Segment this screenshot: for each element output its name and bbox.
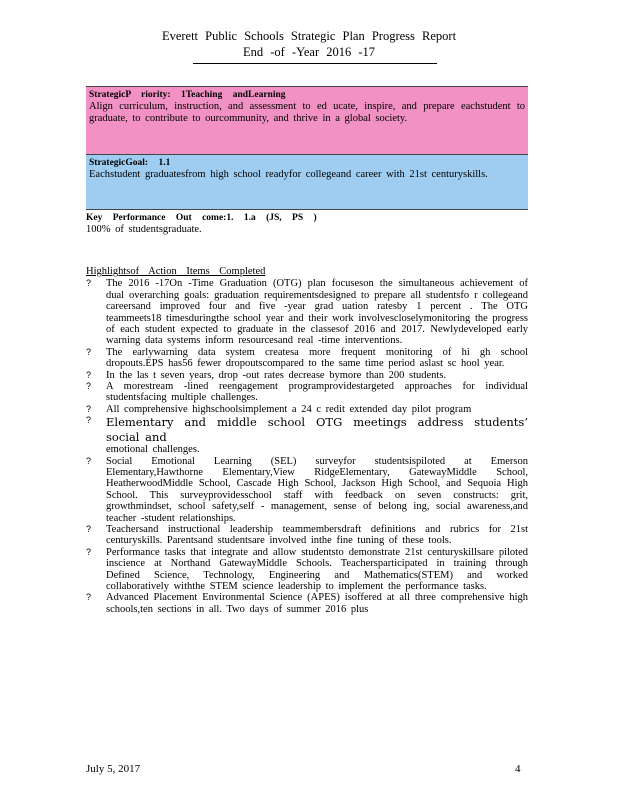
strategic-goal-label: StrategicGoal: 1.1 — [89, 158, 171, 168]
list-item — [86, 404, 528, 415]
title-underline — [193, 63, 437, 64]
list-item — [86, 592, 528, 615]
list-item-text: A morestream -lined reengagement programprovidestargeted approaches for individual studentsfacing multiple challenges. — [106, 381, 528, 404]
bullet-icon: ? — [86, 369, 92, 380]
report-title: Everett Public Schools Strategic Plan Progress Report — [161, 29, 457, 43]
list-item-text: Advanced Placement Environmental Science (APES) isoffered at all three comprehensive high schools,ten sections in all. Two days of summer 2016 plus — [106, 592, 528, 615]
bullet-icon: ? — [86, 415, 92, 426]
list-item — [86, 381, 528, 404]
list-item — [86, 524, 528, 547]
list-item-text: Social Emotional Learning (SEL) surveyfor studentsispiloted at Emerson Elementary,Hawthorne Elementary,View RidgeElementary, GatewayMiddle School, HeatherwoodMiddle School, Cascade High School, Jackson High School, and Sequoia High School. This surveyprovidesschool staff with feedback on seven constructs: grit, growthmindset, school safety,self - management, sense of belong ing, social awareness,and teacher -student relationships. — [106, 455, 528, 524]
list-item — [86, 415, 528, 455]
strategic-goal-box — [86, 154, 528, 210]
list-item-text: Teachersand instructional leadership teammembersdraft definitions and rubrics for 21st centuryskills. Parentsand studentsare involved inthe fine tuning of these tools. — [106, 523, 528, 547]
list-item-text: The 2016 -17On -Time Graduation (OTG) plan focuseson the simultaneous achievement of dual overarching goals: graduation requirementsdesigned to prepare all studentsfo r collegeand careersand improved four and five -year grad uation ratesby 1 percent . The OTG teammeets18 timesduringthe school year and their work involvescloselymonitoring the progress of each student expected to graduate in the classesof 2016 and 2017. Newlydeveloped early warning data systems inform resourcesand real -time interventions. — [106, 278, 528, 347]
list-item-text: emotional challenges. — [106, 444, 200, 456]
bullet-icon: ? — [86, 381, 92, 392]
bullet-icon: ? — [86, 592, 92, 603]
list-item-text: All comprehensive highschoolsimplement a 24 c redit extended day pilot program — [106, 403, 472, 415]
bullet-icon: ? — [86, 546, 92, 557]
highlights-section — [86, 266, 528, 615]
list-item-text-large: Elementary and middle school OTG meetings address students’ social and — [106, 415, 528, 444]
strategic-goal-text: Eachstudent graduatesfrom high school readyfor collegeand career with 21st centuryskills. — [89, 169, 488, 180]
list-item-text: The earlywarning data system createsa more frequent monitoring of hi gh school dropouts.EPS has56 fewer dropoutscompared to the same time period aslast sc hool year. — [106, 346, 528, 370]
strategic-priority-box — [86, 86, 528, 154]
highlights-heading: Highlightsof Action Items Completed — [86, 266, 266, 277]
kpi-label: Key Performance Out come:1. 1.a (JS, PS ) — [86, 213, 317, 223]
strategic-priority-text: Align curriculum, instruction, and assessment to ed ucate, inspire, and prepare eachstudent to graduate, to contribute to ourcommunity, and thrive in a global society. — [89, 101, 525, 124]
list-item-text: Performance tasks that integrate and allow studentsto demonstrate 21st centuryskillsare piloted inscience at Northand GatewayMiddle Schools. Teachersparticipated in training through Defined Science, Technology, Engineering and Mathematics(STEM) and worked collaboratively withthe STEM science leadership to implement the performance tasks. — [106, 546, 528, 592]
bullet-icon: ? — [86, 455, 92, 466]
footer-date: July 5, 2017 — [86, 763, 141, 775]
highlights-list — [86, 278, 528, 615]
strategic-priority-label: StrategicP riority: 1Teaching andLearning — [89, 90, 286, 100]
bullet-icon: ? — [86, 346, 92, 357]
list-item — [86, 547, 528, 593]
bullet-icon: ? — [86, 523, 92, 534]
page-number: 4 — [515, 763, 521, 775]
bullet-icon: ? — [86, 278, 92, 289]
list-item-text: In the las t seven years, drop -out rates decrease bymore than 200 students. — [106, 369, 447, 381]
report-subtitle: End -of -Year 2016 -17 — [242, 45, 376, 59]
kpi-text: 100% of studentsgraduate. — [86, 224, 202, 235]
list-item — [86, 370, 528, 381]
bullet-icon: ? — [86, 403, 92, 414]
list-item — [86, 456, 528, 524]
list-item — [86, 278, 528, 346]
key-performance-outcome — [86, 212, 528, 236]
list-item — [86, 347, 528, 370]
